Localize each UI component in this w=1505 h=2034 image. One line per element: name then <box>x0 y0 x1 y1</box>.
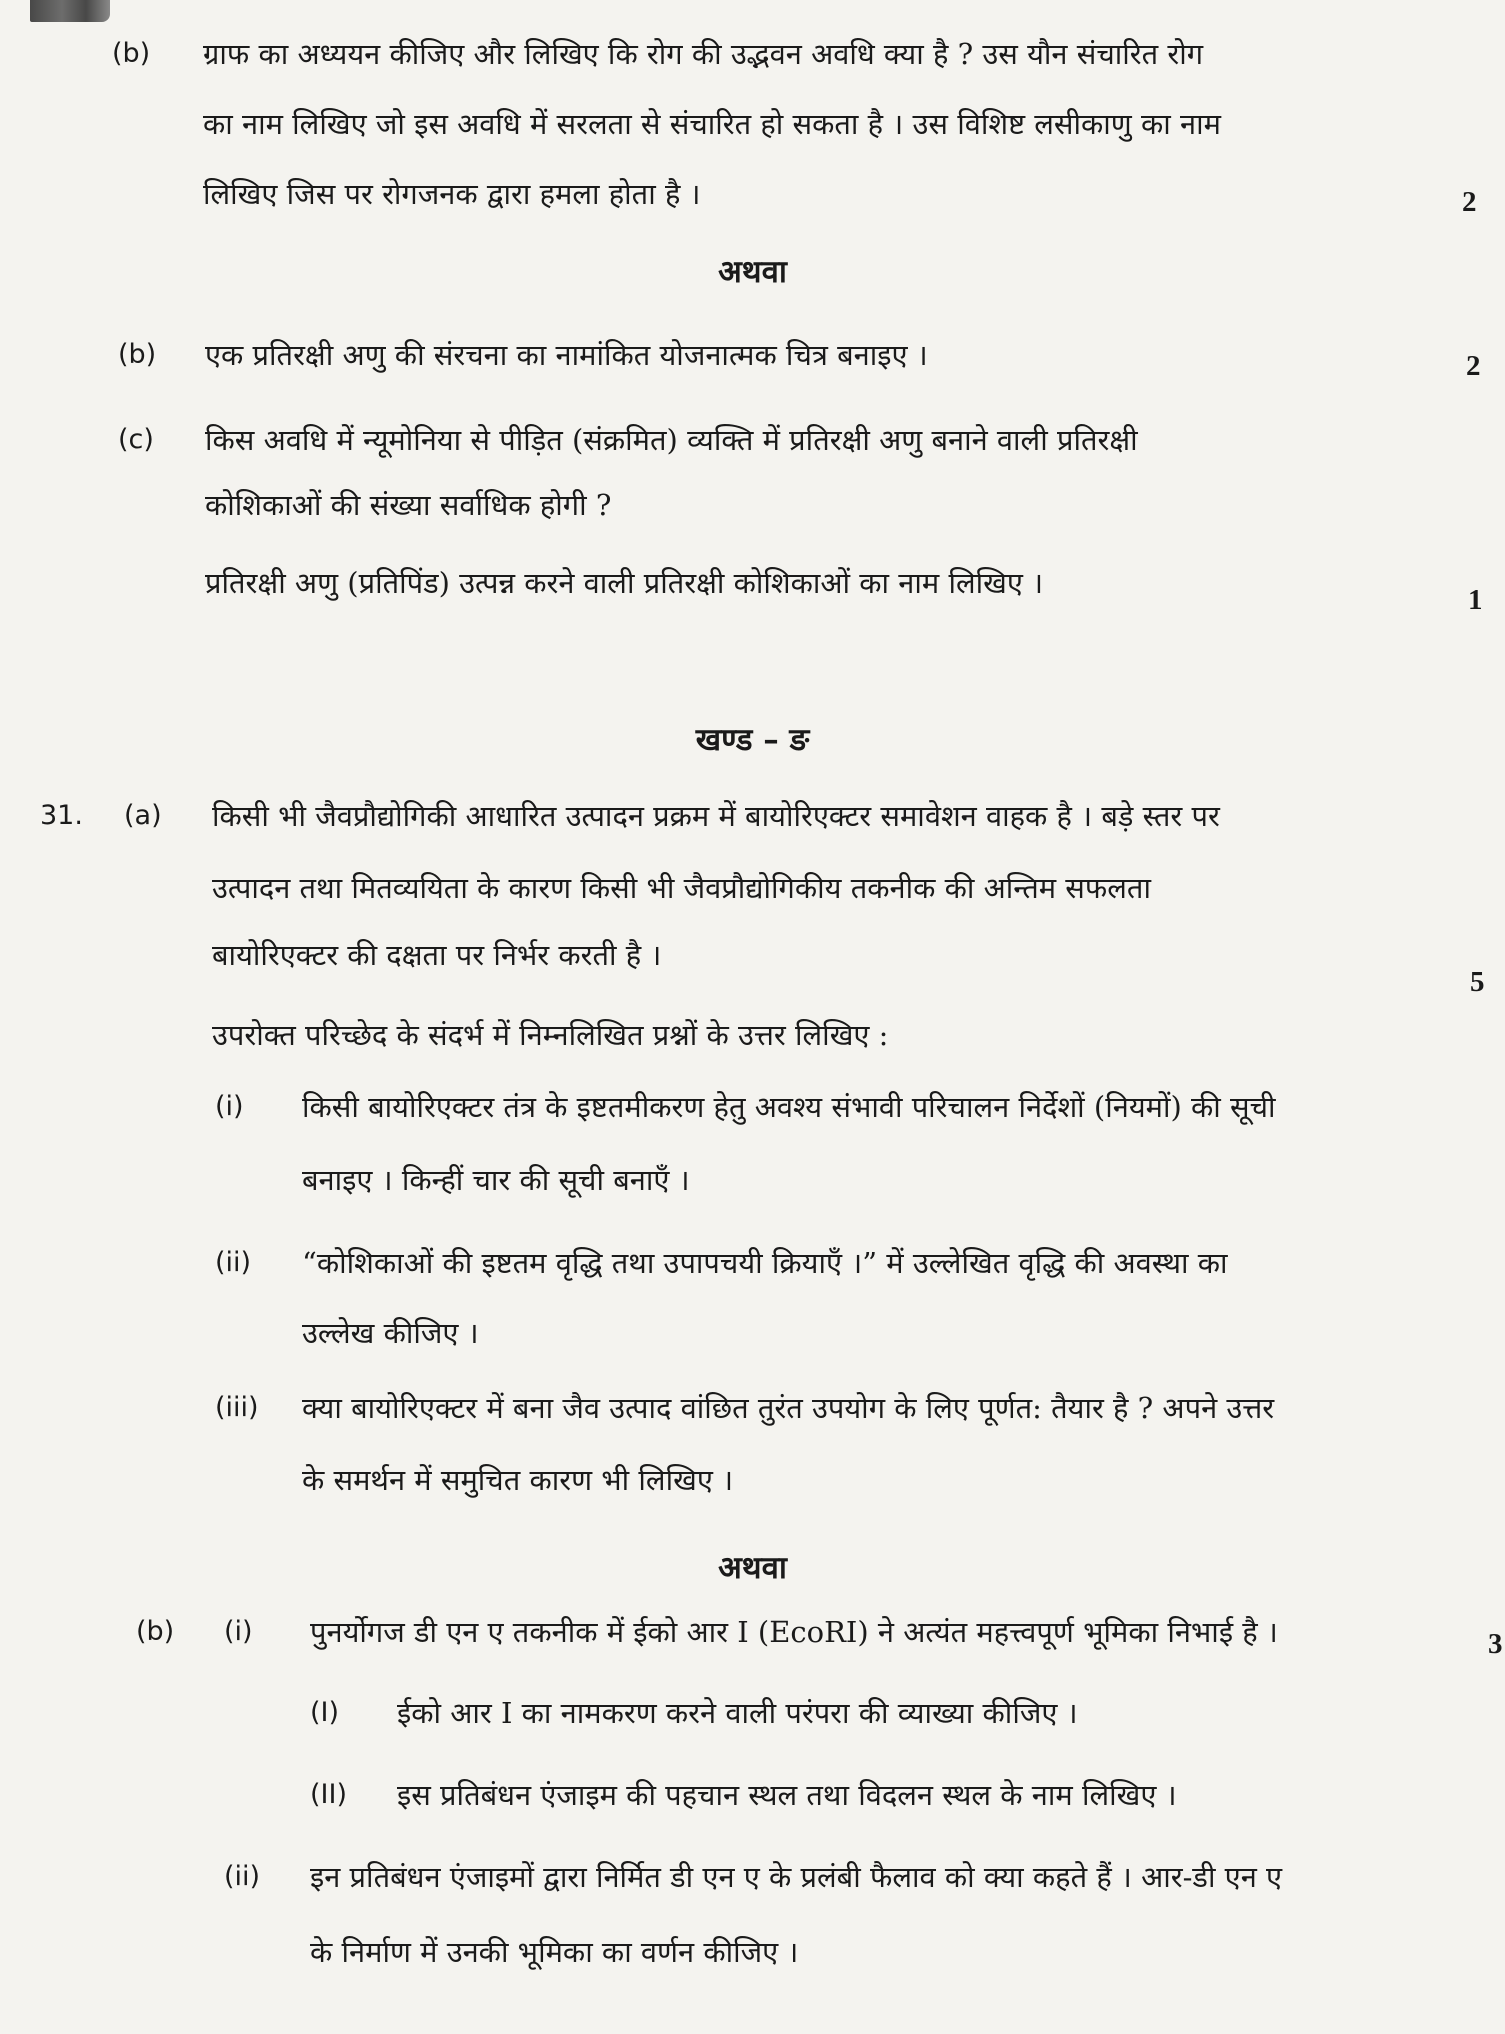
question-31-number: 31. <box>40 800 83 831</box>
sub-iii-line-2: के समर्थन में समुचित कारण भी लिखिए । <box>302 1463 734 1497</box>
question-b-line-3: लिखिए जिस पर रोगजनक द्वारा हमला होता है । <box>203 177 701 211</box>
question-31b-I-text: ईको आर I का नामकरण करने वाली परंपरा की व्याख्या कीजिए । <box>397 1696 1078 1730</box>
question-b-label: (b) <box>112 38 151 69</box>
question-31a-label: (a) <box>124 800 162 831</box>
corner-mark <box>30 0 110 22</box>
question-31b-ii-label: (ii) <box>224 1861 261 1892</box>
question-b-marks: 2 <box>1462 186 1477 218</box>
question-c-line-1: किस अवधि में न्यूमोनिया से पीड़ित (संक्रमित) व्यक्ति में प्रतिरक्षी अणु बनाने वाली प्रतिरक्षी <box>205 423 1138 457</box>
question-31b-II-text: इस प्रतिबंधन एंजाइम की पहचान स्थल तथा विदलन स्थल के नाम लिखिए । <box>397 1778 1177 1812</box>
question-31a-line-3: बायोरिएक्टर की दक्षता पर निर्भर करती है । <box>212 938 662 972</box>
question-c-line-3: प्रतिरक्षी अणु (प्रतिपिंड) उत्पन्न करने वाली प्रतिरक्षी कोशिकाओं का नाम लिखिए । <box>205 566 1044 600</box>
sub-ii-line-1: “कोशिकाओं की इष्टतम वृद्धि तथा उपापचयी क्रियाएँ ।” में उल्लेखित वृद्धि की अवस्था का <box>302 1246 1228 1280</box>
question-31b-ii-line-1: इन प्रतिबंधन एंजाइमों द्वारा निर्मित डी एन ए के प्रलंबी फैलाव को क्या कहते हैं । आर-डी एन ए <box>310 1860 1283 1894</box>
question-31a-line-4: उपरोक्त परिच्छेद के संदर्भ में निम्नलिखित प्रश्नों के उत्तर लिखिए : <box>212 1018 889 1052</box>
question-31b-II-label: (II) <box>310 1779 347 1810</box>
question-31b-label: (b) <box>136 1616 175 1647</box>
athva-heading-1: अथवा <box>718 254 787 290</box>
question-31b-I-label: (I) <box>310 1697 340 1728</box>
question-31b-i-label: (i) <box>224 1616 253 1647</box>
question-b-alt-marks: 2 <box>1466 350 1481 382</box>
section-heading: खण्ड – ङ <box>695 722 810 758</box>
sub-i-label: (i) <box>215 1091 244 1122</box>
sub-i-line-1: किसी बायोरिएक्टर तंत्र के इष्टतमीकरण हेतु अवश्य संभावी परिचालन निर्देशों (नियमों) की सूची <box>302 1090 1276 1124</box>
athva-heading-2: अथवा <box>718 1550 787 1586</box>
sub-i-line-2: बनाइए । किन्हीं चार की सूची बनाएँ । <box>302 1163 690 1197</box>
question-31a-line-2: उत्पादन तथा मितव्ययिता के कारण किसी भी जैवप्रौद्योगिकीय तकनीक की अन्तिम सफलता <box>212 871 1151 905</box>
question-31b-ii-line-2: के निर्माण में उनकी भूमिका का वर्णन कीजिए । <box>310 1935 799 1969</box>
question-31b-i-text: पुनर्योगज डी एन ए तकनीक में ईको आर I (EcoRI) ने अत्यंत महत्त्वपूर्ण भूमिका निभाई है । <box>310 1615 1278 1649</box>
question-31b-marks: 3 <box>1488 1628 1503 1660</box>
question-b-line-1: ग्राफ का अध्ययन कीजिए और लिखिए कि रोग की उद्भवन अवधि क्या है ? उस यौन संचारित रोग <box>203 37 1204 71</box>
sub-ii-label: (ii) <box>215 1247 252 1278</box>
sub-iii-label: (iii) <box>215 1392 259 1423</box>
sub-iii-line-1: क्या बायोरिएक्टर में बना जैव उत्पाद वांछित तुरंत उपयोग के लिए पूर्णत: तैयार है ? अपने उत्तर <box>302 1391 1275 1425</box>
question-31a-marks: 5 <box>1470 966 1485 998</box>
question-c-marks: 1 <box>1468 584 1483 616</box>
question-b-alt-text: एक प्रतिरक्षी अणु की संरचना का नामांकित योजनात्मक चित्र बनाइए । <box>205 338 928 372</box>
question-b-line-2: का नाम लिखिए जो इस अवधि में सरलता से संचारित हो सकता है । उस विशिष्ट लसीकाणु का नाम <box>203 107 1221 141</box>
question-b-alt-label: (b) <box>118 339 157 370</box>
question-31a-line-1: किसी भी जैवप्रौद्योगिकी आधारित उत्पादन प्रक्रम में बायोरिएक्टर समावेशन वाहक है । बड़े स्तर पर <box>212 799 1220 833</box>
sub-ii-line-2: उल्लेख कीजिए । <box>302 1316 479 1350</box>
question-c-label: (c) <box>118 424 154 455</box>
question-c-line-2: कोशिकाओं की संख्या सर्वाधिक होगी ? <box>205 488 612 522</box>
